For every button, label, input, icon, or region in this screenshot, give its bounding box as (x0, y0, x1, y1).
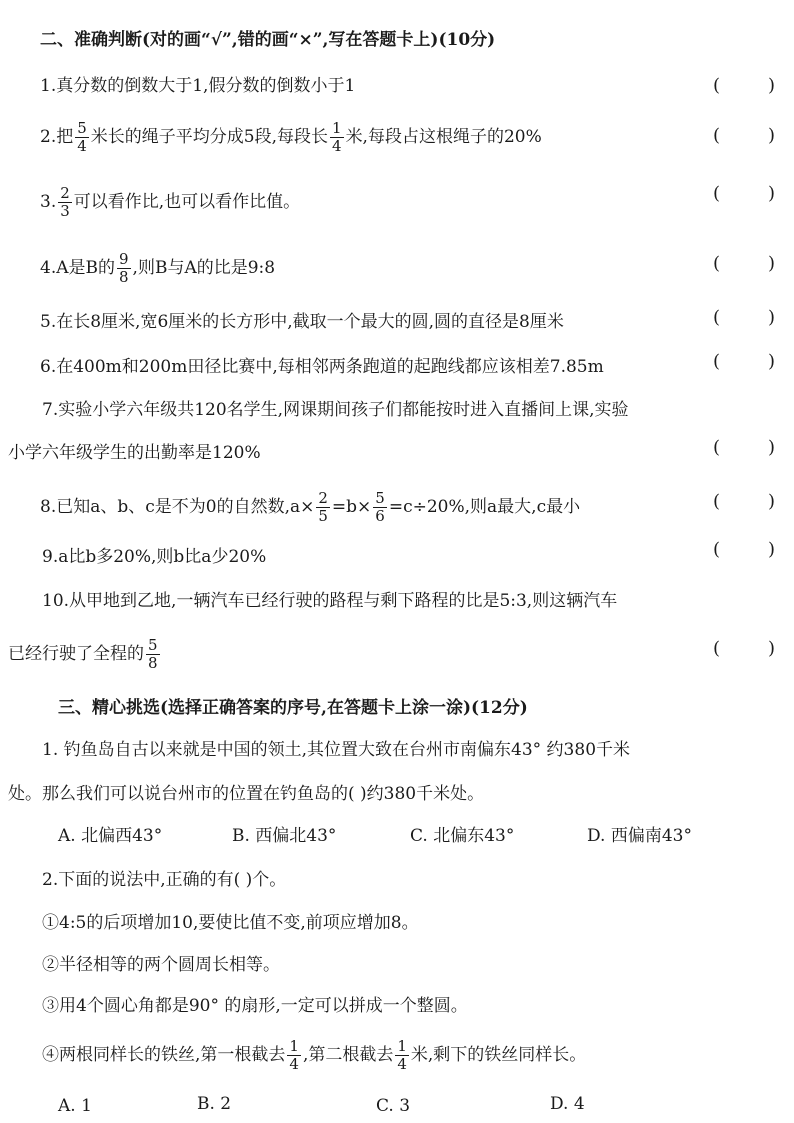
denominator: 4 (397, 1055, 407, 1073)
paren-right: ) (768, 253, 776, 274)
choice-q2-statement-3: ③用4个圆心角都是90° 的扇形,一定可以拼成一个整圆。 (42, 996, 468, 1016)
judge-q9: 9.a比b多20%,则b比a少20% (42, 547, 267, 567)
denominator: 3 (60, 202, 70, 220)
paren-left: ( (713, 539, 721, 560)
choice-q1-option-d: D. 西偏南43° (587, 826, 692, 846)
q3-text-b: 可以看作比,也可以看作比值。 (73, 192, 301, 212)
judge-q8 (40, 490, 580, 525)
answer-blank-q5 (713, 306, 775, 330)
choice-q1-option-c: C. 北偏东43° (410, 826, 515, 846)
section-2-title: 二、准确判断(对的画“√”,错的画“×”,写在答题卡上)(10分) (40, 30, 496, 50)
paren-left: ( (713, 307, 721, 328)
q8-text-c: =c÷20%,则a最大,c最小 (388, 497, 581, 517)
s4-text-a: ④两根同样长的铁丝,第一根截去 (42, 1045, 286, 1065)
paren-left: ( (713, 125, 721, 146)
q10-text-a: 已经行驶了全程的 (8, 644, 144, 664)
numerator: 2 (318, 489, 328, 507)
paren-left: ( (713, 183, 721, 204)
paren-left: ( (713, 351, 721, 372)
fraction (330, 120, 344, 155)
s4-text-b: ,第二根截去 (302, 1045, 394, 1065)
fraction (58, 185, 72, 220)
paren-left: ( (713, 491, 721, 512)
denominator: 4 (77, 137, 87, 155)
fraction (287, 1038, 301, 1073)
judge-q10-line2 (8, 637, 162, 672)
choice-q2-option-b: B. 2 (197, 1094, 232, 1114)
paren-right: ) (768, 125, 776, 146)
denominator: 6 (375, 507, 385, 525)
choice-q2-option-c: C. 3 (376, 1096, 411, 1116)
q8-text-b: =b× (331, 497, 372, 517)
fraction (316, 490, 330, 525)
choice-q1-line1: 1. 钓鱼岛自古以来就是中国的领土,其位置大致在台州市南偏东43° 约380千米 (42, 740, 631, 760)
paren-right: ) (768, 307, 776, 328)
answer-blank-q2 (713, 124, 775, 148)
answer-blank-q1 (713, 74, 775, 98)
numerator: 5 (77, 119, 87, 137)
paren-right: ) (768, 183, 776, 204)
q4-text-a: 4.A是B的 (40, 258, 115, 278)
numerator: 1 (289, 1037, 299, 1055)
answer-blank-q7 (713, 436, 775, 460)
answer-blank-q9 (713, 538, 775, 562)
numerator: 5 (375, 489, 385, 507)
judge-q5: 5.在长8厘米,宽6厘米的长方形中,截取一个最大的圆,圆的直径是8厘米 (40, 312, 564, 332)
s4-text-c: 米,剩下的铁丝同样长。 (410, 1045, 587, 1065)
paren-left: ( (713, 638, 721, 659)
choice-q1-option-a: A. 北偏西43° (58, 826, 163, 846)
answer-blank-q3 (713, 182, 775, 206)
fraction (75, 120, 89, 155)
judge-q7-line1: 7.实验小学六年级共120名学生,网课期间孩子们都能按时进入直播间上课,实验 (42, 400, 629, 420)
judge-q4 (40, 251, 275, 286)
numerator: 1 (397, 1037, 407, 1055)
paren-right: ) (768, 491, 776, 512)
answer-blank-q8 (713, 490, 775, 514)
q2-text-b: 米长的绳子平均分成5段,每段长 (90, 127, 329, 147)
denominator: 4 (332, 137, 342, 155)
q2-text-c: 米,每段占这根绳子的20% (345, 127, 542, 147)
choice-q1-line2: 处。那么我们可以说台州市的位置在钓鱼岛的( )约380千米处。 (8, 784, 485, 804)
fraction (373, 490, 387, 525)
paren-right: ) (768, 539, 776, 560)
choice-q2-stem: 2.下面的说法中,正确的有( )个。 (42, 870, 287, 890)
numerator: 9 (119, 250, 129, 268)
section-3-title: 三、精心挑选(选择正确答案的序号,在答题卡上涂一涂)(12分) (58, 698, 528, 718)
paren-left: ( (713, 437, 721, 458)
q3-text-a: 3. (40, 192, 57, 212)
q2-text-a: 2.把 (40, 127, 74, 147)
q4-text-b: ,则B与A的比是9:8 (132, 258, 276, 278)
choice-q2-statement-4 (42, 1038, 586, 1073)
denominator: 8 (148, 654, 158, 672)
judge-q1: 1.真分数的倒数大于1,假分数的倒数小于1 (40, 76, 356, 96)
judge-q6: 6.在400m和200m田径比赛中,每相邻两条跑道的起跑线都应该相差7.85m (40, 357, 604, 377)
denominator: 4 (289, 1055, 299, 1073)
denominator: 8 (119, 268, 129, 286)
answer-blank-q6 (713, 350, 775, 374)
denominator: 5 (318, 507, 328, 525)
fraction (146, 637, 160, 672)
choice-q2-statement-1: ①4:5的后项增加10,要使比值不变,前项应增加8。 (42, 913, 419, 933)
paren-right: ) (768, 351, 776, 372)
answer-blank-q4 (713, 252, 775, 276)
choice-q2-statement-2: ②半径相等的两个圆周长相等。 (42, 955, 280, 975)
paren-right: ) (768, 638, 776, 659)
choice-q2-option-d: D. 4 (550, 1094, 585, 1114)
fraction (395, 1038, 409, 1073)
paren-right: ) (768, 75, 776, 96)
judge-q7-line2: 小学六年级学生的出勤率是120% (8, 443, 261, 463)
q8-text-a: 8.已知a、b、c是不为0的自然数,a× (40, 497, 315, 517)
paren-left: ( (713, 75, 721, 96)
paren-left: ( (713, 253, 721, 274)
paren-right: ) (768, 437, 776, 458)
numerator: 5 (148, 636, 158, 654)
numerator: 1 (332, 119, 342, 137)
judge-q10-line1: 10.从甲地到乙地,一辆汽车已经行驶的路程与剩下路程的比是5:3,则这辆汽车 (42, 591, 618, 611)
judge-q2 (40, 120, 542, 155)
choice-q1-option-b: B. 西偏北43° (232, 826, 337, 846)
numerator: 2 (60, 184, 70, 202)
fraction (117, 251, 131, 286)
choice-q2-option-a: A. 1 (58, 1096, 92, 1116)
judge-q3 (40, 185, 300, 220)
answer-blank-q10 (713, 637, 775, 661)
